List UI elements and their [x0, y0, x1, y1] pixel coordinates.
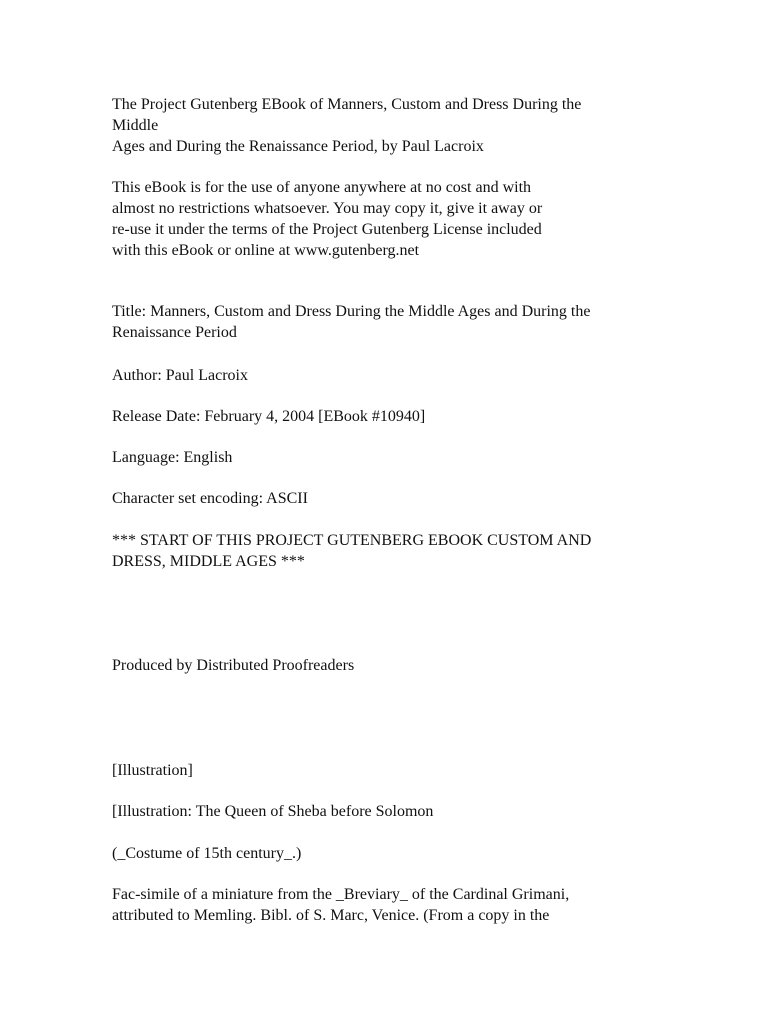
start-marker-line: DRESS, MIDDLE AGES *** — [112, 553, 305, 570]
encoding-line — [112, 488, 672, 509]
license-line: re-use it under the terms of the Project Gutenberg License included — [112, 221, 542, 238]
start-marker — [112, 530, 672, 572]
author-line — [112, 365, 672, 386]
title-line: Title: Manners, Custom and Dress During the Middle Ages and During the — [112, 303, 591, 320]
header-line: The Project Gutenberg EBook of Manners, Custom and Dress During the — [112, 96, 582, 113]
title-paragraph — [112, 301, 672, 343]
illustration-caption-text: [Illustration: The Queen of Sheba before Solomon — [112, 803, 434, 820]
header-line: Middle — [112, 117, 159, 134]
costume-line — [112, 843, 672, 864]
title-line: Renaissance Period — [112, 324, 237, 341]
costume-text: (_Costume of 15th century_.) — [112, 845, 302, 862]
illustration-placeholder — [112, 760, 672, 781]
facsimile-line: attributed to Memling. Bibl. of S. Marc, Venice. (From a copy in the — [112, 907, 550, 924]
release-date-line — [112, 406, 672, 427]
produced-by-text: Produced by Distributed Proofreaders — [112, 657, 355, 674]
license-paragraph — [112, 177, 672, 261]
produced-by-line — [112, 655, 672, 676]
license-line: almost no restrictions whatsoever. You may copy it, give it away or — [112, 200, 543, 217]
ebook-header — [112, 94, 672, 157]
start-marker-line: *** START OF THIS PROJECT GUTENBERG EBOOK CUSTOM AND — [112, 532, 592, 549]
language-line — [112, 447, 672, 468]
illustration-caption — [112, 801, 672, 822]
facsimile-line: Fac-simile of a miniature from the _Breviary_ of the Cardinal Grimani, — [112, 886, 570, 903]
illustration-text: [Illustration] — [112, 762, 193, 779]
release-date-text: Release Date: February 4, 2004 [EBook #10940] — [112, 408, 426, 425]
license-line: This eBook is for the use of anyone anywhere at no cost and with — [112, 179, 532, 196]
author-text: Author: Paul Lacroix — [112, 367, 248, 384]
license-line: with this eBook or online at www.gutenberg.net — [112, 242, 420, 259]
encoding-text: Character set encoding: ASCII — [112, 490, 308, 507]
language-text: Language: English — [112, 449, 233, 466]
header-line: Ages and During the Renaissance Period, by Paul Lacroix — [112, 138, 484, 155]
facsimile-paragraph — [112, 884, 672, 926]
